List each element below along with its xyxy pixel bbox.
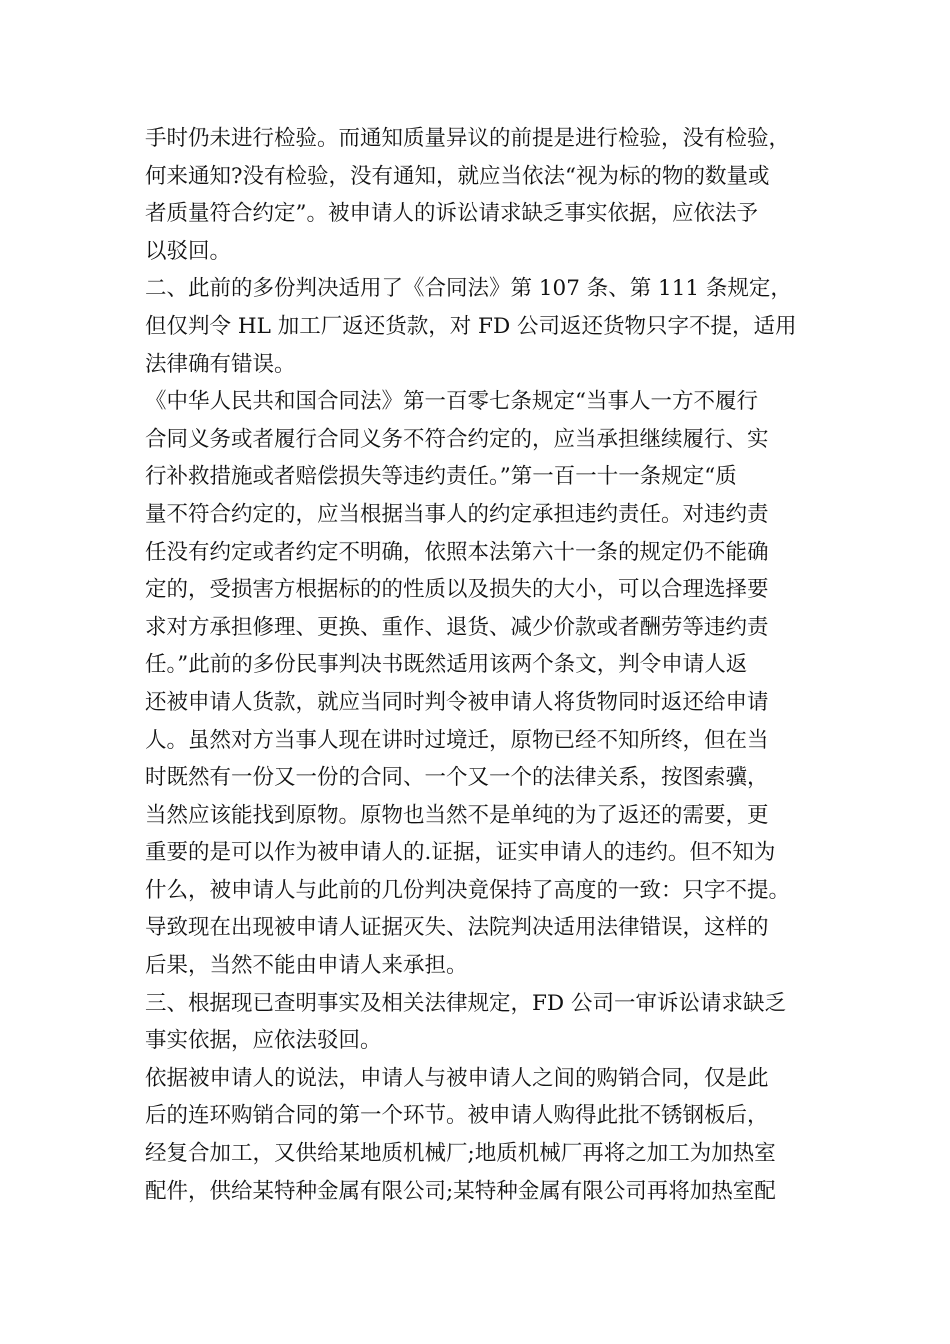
text-line: 配件，供给某特种金属有限公司;某特种金属有限公司再将加热室配 — [145, 1178, 776, 1204]
section-heading-2: 但仅判令 HL 加工厂返还货款，对 FD 公司返还货物只字不提，适用 — [145, 313, 797, 339]
section-heading-2: 法律确有错误。 — [145, 351, 296, 377]
text-line: 后的连环购销合同的第一个环节。被申请人购得此批不锈钢板后， — [145, 1103, 769, 1129]
text-line: 行补救措施或者赔偿损失等违约责任。”第一百一十一条规定“质 — [145, 464, 737, 490]
text-line: 重要的是可以作为被申请人的.证据，证实申请人的违约。但不知为 — [145, 840, 776, 866]
text-line: 何来通知?没有检验，没有通知，就应当依法“视为标的物的数量或 — [145, 163, 770, 189]
text-line: 经复合加工，又供给某地质机械厂;地质机械厂再将之加工为加热室 — [145, 1141, 776, 1167]
text-line: 《中华人民共和国合同法》第一百零七条规定“当事人一方不履行 — [145, 389, 758, 415]
text-line: 导致现在出现被申请人证据灭失、法院判决适用法律错误，这样的 — [145, 915, 769, 941]
text-line: 合同义务或者履行合同义务不符合约定的，应当承担继续履行、实 — [145, 426, 769, 452]
text-line: 定的，受损害方根据标的的性质以及损失的大小，可以合理选择要 — [145, 577, 769, 603]
text-line: 手时仍未进行检验。而通知质量异议的前提是进行检验，没有检验， — [145, 126, 791, 151]
text-line: 任。”此前的多份民事判决书既然适用该两个条文，判令申请人返 — [145, 652, 748, 678]
text-line: 任没有约定或者约定不明确，依照本法第六十一条的规定仍不能确 — [145, 539, 769, 565]
text-line: 后果，当然不能由申请人来承担。 — [145, 953, 468, 979]
text-line: 求对方承担修理、更换、重作、退货、减少价款或者酬劳等违约责 — [145, 614, 769, 640]
text-line: 以驳回。 — [145, 238, 232, 264]
text-line: 还被申请人货款，就应当同时判令被申请人将货物同时返还给申请 — [145, 689, 769, 715]
document-body-text — [145, 120, 835, 1210]
text-line: 者质量符合约定”。被申请人的诉讼请求缺乏事实依据，应依法予 — [145, 201, 758, 227]
text-line: 时既然有一份又一份的合同、一个又一个的法律关系，按图索骥， — [145, 765, 769, 791]
section-heading-3: 三、根据现已查明事实及相关法律规定，FD 公司一审诉讼请求缺乏 — [145, 990, 786, 1016]
text-line: 当然应该能找到原物。原物也当然不是单纯的为了返还的需要，更 — [145, 802, 769, 828]
text-line: 量不符合约定的，应当根据当事人的约定承担违约责任。对违约责 — [145, 501, 769, 527]
text-line: 什么，被申请人与此前的几份判决竟保持了高度的一致：只字不提。 — [145, 877, 791, 903]
text-line: 人。虽然对方当事人现在讲时过境迁，原物已经不知所终，但在当 — [145, 727, 769, 753]
section-heading-3: 事实依据，应依法驳回。 — [145, 1028, 382, 1054]
section-heading-2: 二、此前的多份判决适用了《合同法》第 107 条、第 111 条规定， — [145, 276, 792, 302]
text-line: 依据被申请人的说法，申请人与被申请人之间的购销合同，仅是此 — [145, 1065, 769, 1091]
